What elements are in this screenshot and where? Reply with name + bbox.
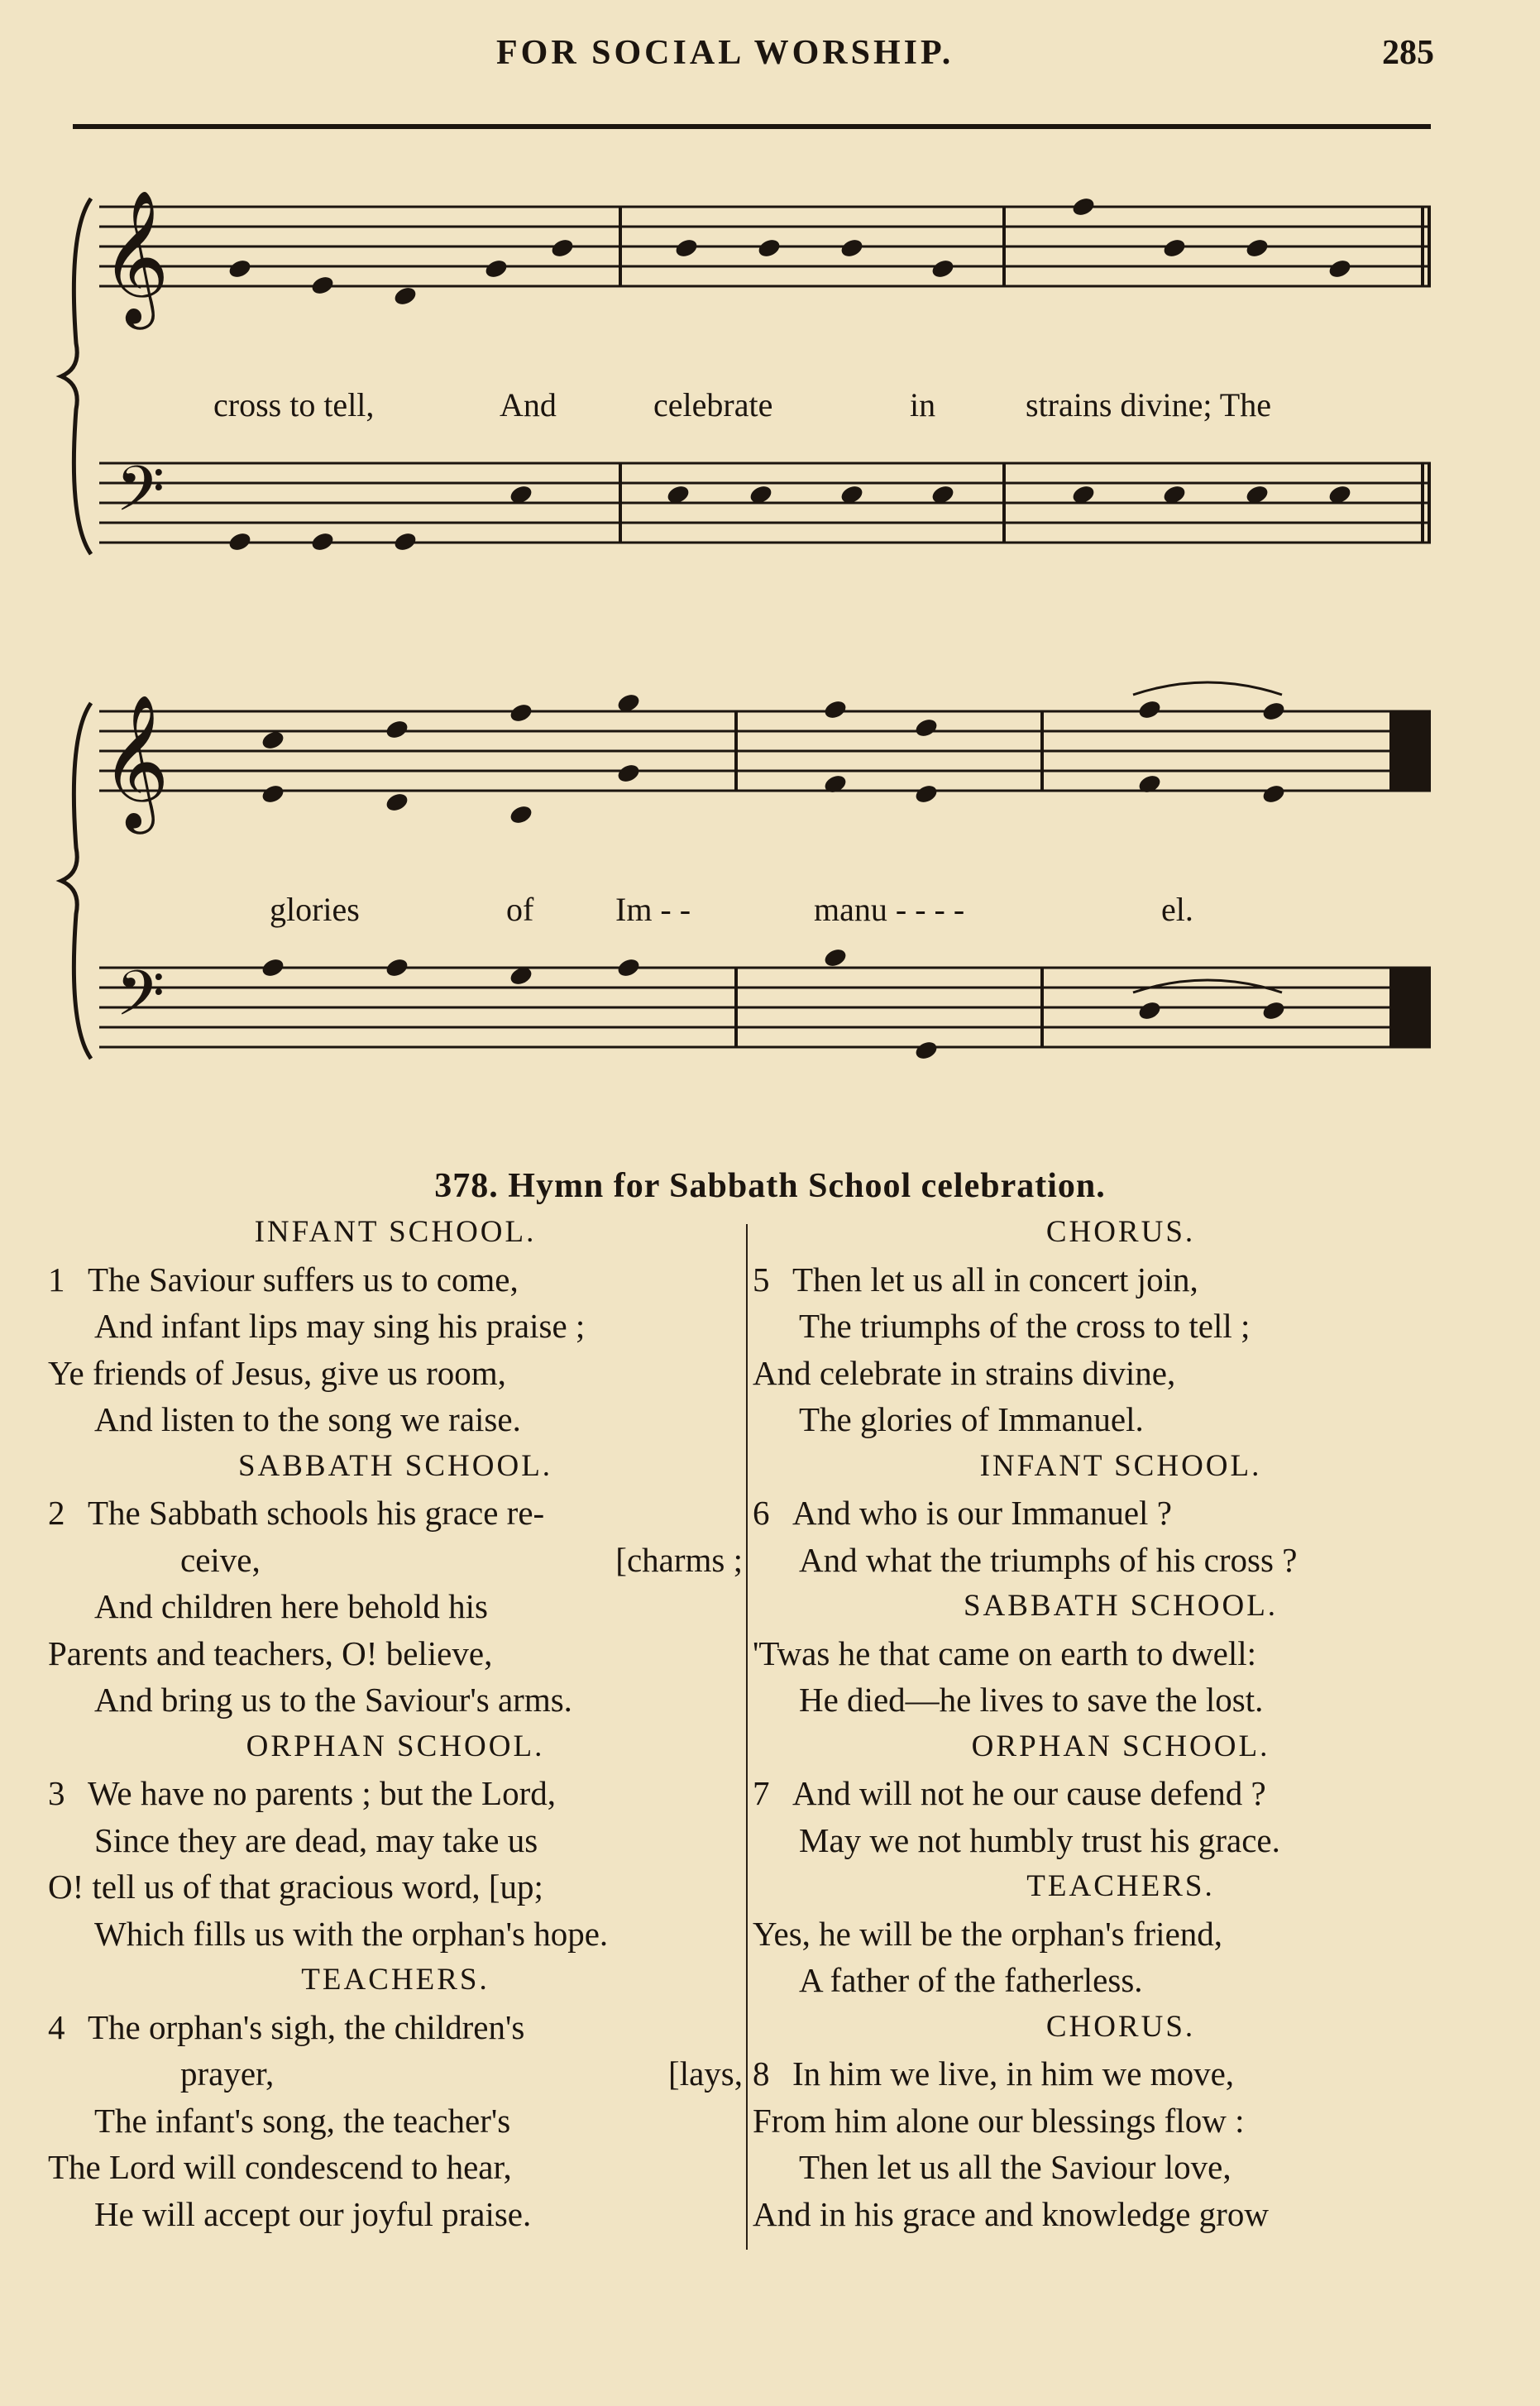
verse-line bbox=[753, 1350, 1489, 1397]
verse-text: And listen to the song we raise. bbox=[94, 1400, 521, 1438]
verse-number: 2 bbox=[48, 1494, 65, 1532]
verse-line bbox=[753, 2191, 1489, 2238]
left-text-column bbox=[48, 1209, 743, 2237]
verse-number: 1 bbox=[48, 1260, 65, 1299]
note-treble-1 bbox=[930, 257, 955, 280]
note-bass-2 bbox=[1136, 999, 1162, 1021]
verse-line bbox=[48, 1396, 743, 1443]
note-treble-2 bbox=[822, 773, 848, 795]
verse-text: 'Twas he that came on earth to dwell: bbox=[753, 1633, 1257, 1672]
verse-number: 8 bbox=[753, 2054, 770, 2093]
note-treble-1 bbox=[1161, 237, 1187, 259]
verse-text: prayer, bbox=[180, 2054, 275, 2093]
verse-text: The Saviour suffers us to come, bbox=[88, 1260, 519, 1299]
verse-line bbox=[753, 1957, 1489, 2004]
verse-text: May we not humbly trust his grace. bbox=[799, 1820, 1280, 1859]
note-treble-2 bbox=[1260, 782, 1286, 805]
verse-text: And infant lips may sing his praise ; bbox=[94, 1307, 586, 1345]
verse-text: Since they are dead, may take us bbox=[94, 1820, 538, 1859]
note-treble-1 bbox=[227, 257, 252, 280]
verse-line bbox=[753, 1396, 1489, 1443]
note-treble-1 bbox=[839, 237, 864, 259]
note-treble-2 bbox=[615, 762, 641, 784]
verse-line bbox=[48, 2144, 743, 2191]
section-header: TEACHERS. bbox=[301, 1963, 490, 1997]
verse-line bbox=[48, 1677, 743, 1724]
lyric-system1-b: And bbox=[500, 386, 557, 423]
verse-line bbox=[753, 1911, 1489, 1958]
section-header: INFANT SCHOOL. bbox=[254, 1215, 537, 1249]
note-bass-2 bbox=[615, 956, 641, 978]
note-treble-1 bbox=[483, 257, 509, 280]
brace-system-1 bbox=[61, 199, 91, 554]
note-treble-2 bbox=[384, 718, 409, 740]
verse-text: And what the triumphs of his cross ? bbox=[799, 1540, 1298, 1579]
verse-text: The Lord will condescend to hear, bbox=[48, 2148, 512, 2186]
lyric-system2-c: Im - - bbox=[615, 891, 691, 928]
note-treble-2 bbox=[1136, 698, 1162, 720]
section-header: TEACHERS. bbox=[1026, 1869, 1215, 1903]
lyric-system1-e: strains divine; The bbox=[1026, 386, 1271, 423]
turnover-text: [lays, bbox=[668, 2054, 743, 2093]
turnover-text: [charms ; bbox=[615, 1540, 743, 1579]
verse-text: O! tell us of that gracious word, [up; bbox=[48, 1868, 543, 1906]
section-header: ORPHAN SCHOOL. bbox=[971, 1729, 1270, 1763]
note-treble-2 bbox=[508, 701, 533, 724]
note-bass-2 bbox=[913, 1039, 939, 1061]
verse-line bbox=[48, 2004, 743, 2051]
note-bass-2 bbox=[384, 956, 409, 978]
verse-text: Then let us all in concert join, bbox=[792, 1260, 1198, 1299]
note-treble-1 bbox=[756, 237, 782, 259]
note-treble-2 bbox=[822, 698, 848, 720]
verse-line bbox=[753, 2097, 1489, 2145]
section-header: SABBATH SCHOOL. bbox=[963, 1589, 1279, 1623]
verse-number: 3 bbox=[48, 1774, 65, 1812]
verse-line bbox=[48, 1537, 743, 1584]
verse-line bbox=[48, 1350, 743, 1397]
lyric-system2-a: glories bbox=[270, 891, 360, 928]
slur-treble bbox=[1133, 682, 1282, 695]
note-bass-1 bbox=[392, 530, 418, 552]
column-divider bbox=[746, 1224, 748, 2250]
note-bass-1 bbox=[227, 530, 252, 552]
verse-text: And celebrate in strains divine, bbox=[753, 1353, 1176, 1392]
verse-text: In him we live, in him we move, bbox=[792, 2054, 1235, 2093]
note-treble-2 bbox=[913, 716, 939, 739]
verse-text: Parents and teachers, O! believe, bbox=[48, 1633, 493, 1672]
verse-line bbox=[753, 1256, 1489, 1303]
section-header: INFANT SCHOOL. bbox=[979, 1448, 1262, 1483]
bass-clef-icon: 𝄢 bbox=[116, 957, 165, 1045]
note-treble-2 bbox=[384, 791, 409, 813]
verse-text: Ye friends of Jesus, give us room, bbox=[48, 1353, 506, 1392]
verse-text: He will accept our joyful praise. bbox=[94, 2194, 532, 2233]
verse-line bbox=[753, 1490, 1489, 1537]
verse-text: The triumphs of the cross to tell ; bbox=[799, 1307, 1251, 1345]
section-header: CHORUS. bbox=[1045, 1215, 1196, 1249]
brace-system-2 bbox=[61, 703, 91, 1059]
verse-text: From him alone our blessings flow : bbox=[753, 2101, 1245, 2140]
verse-text: The orphan's sigh, the children's bbox=[88, 2007, 525, 2046]
lyric-system2-d: manu - - - - bbox=[814, 891, 965, 928]
verse-number: 5 bbox=[753, 1260, 770, 1299]
verse-line bbox=[753, 1303, 1489, 1350]
note-treble-1 bbox=[673, 237, 699, 259]
verse-line bbox=[753, 1770, 1489, 1817]
note-bass-2 bbox=[260, 956, 285, 978]
verse-line bbox=[753, 1537, 1489, 1584]
note-treble-1 bbox=[1327, 257, 1352, 280]
verse-text: And will not he our cause defend ? bbox=[792, 1774, 1266, 1812]
verse-line bbox=[753, 2050, 1489, 2097]
bass-clef-icon: 𝄢 bbox=[116, 452, 165, 541]
note-treble-2 bbox=[913, 782, 939, 805]
section-header: ORPHAN SCHOOL. bbox=[246, 1729, 545, 1763]
lyric-system2-e: el. bbox=[1161, 891, 1193, 928]
music-score bbox=[0, 0, 1540, 1125]
verse-number: 7 bbox=[753, 1774, 770, 1812]
note-treble-1 bbox=[392, 285, 418, 307]
verse-line bbox=[48, 1490, 743, 1537]
final-double-barline bbox=[1389, 711, 1431, 791]
verse-line bbox=[48, 2050, 743, 2097]
verse-text: Then let us all the Saviour love, bbox=[799, 2148, 1232, 2186]
verse-text: The infant's song, the teacher's bbox=[94, 2101, 511, 2140]
note-treble-1 bbox=[1070, 195, 1096, 218]
verse-line bbox=[48, 1911, 743, 1958]
hymn-title: 378. Hymn for Sabbath School celebration. bbox=[434, 1167, 1106, 1205]
verse-line bbox=[48, 1256, 743, 1303]
verse-number: 4 bbox=[48, 2007, 65, 2046]
verse-line bbox=[753, 1630, 1489, 1677]
verse-text: The Sabbath schools his grace re- bbox=[88, 1494, 545, 1532]
verse-text: The glories of Immanuel. bbox=[799, 1400, 1144, 1438]
lyric-system2-b: of bbox=[506, 891, 534, 928]
lyric-system1-d: in bbox=[910, 386, 936, 423]
verse-line bbox=[48, 1863, 743, 1911]
running-title: FOR SOCIAL WORSHIP. bbox=[496, 34, 954, 72]
note-treble-2 bbox=[1136, 773, 1162, 795]
verse-line bbox=[48, 1770, 743, 1817]
verse-line bbox=[753, 1677, 1489, 1724]
note-treble-1 bbox=[1244, 237, 1270, 259]
section-header: SABBATH SCHOOL. bbox=[237, 1448, 553, 1483]
verse-text: And who is our Immanuel ? bbox=[792, 1494, 1172, 1532]
lyric-system1-a: cross to tell, bbox=[213, 386, 375, 423]
verse-line bbox=[48, 1303, 743, 1350]
note-treble-2 bbox=[260, 782, 285, 805]
verse-text: We have no parents ; but the Lord, bbox=[88, 1774, 556, 1812]
verse-line bbox=[753, 1817, 1489, 1864]
verse-number: 6 bbox=[753, 1494, 770, 1532]
verse-line bbox=[48, 1630, 743, 1677]
note-treble-1 bbox=[309, 274, 335, 296]
verse-text: And children here behold his bbox=[94, 1587, 488, 1625]
right-text-column bbox=[753, 1209, 1489, 2237]
verse-text: ceive, bbox=[180, 1540, 261, 1579]
treble-clef-icon: 𝄞 bbox=[101, 189, 170, 324]
note-treble-1 bbox=[549, 237, 575, 259]
verse-text: Which fills us with the orphan's hope. bbox=[94, 1914, 609, 1953]
verse-text: And bring us to the Saviour's arms. bbox=[94, 1681, 572, 1719]
verse-line bbox=[48, 2097, 743, 2145]
note-treble-2 bbox=[508, 803, 533, 825]
section-header: CHORUS. bbox=[1045, 2009, 1196, 2044]
treble-clef-icon: 𝄞 bbox=[101, 694, 170, 829]
lyric-system1-c: celebrate bbox=[653, 386, 773, 423]
verse-text: A father of the fatherless. bbox=[799, 1961, 1143, 1999]
verse-line bbox=[48, 2191, 743, 2238]
verse-text: Yes, he will be the orphan's friend, bbox=[753, 1914, 1223, 1953]
verse-line bbox=[48, 1817, 743, 1864]
verse-text: And in his grace and knowledge grow bbox=[753, 2194, 1269, 2233]
verse-line bbox=[48, 1583, 743, 1630]
note-bass-1 bbox=[309, 530, 335, 552]
note-bass-2 bbox=[822, 946, 848, 969]
note-treble-2 bbox=[1260, 700, 1286, 722]
note-bass-2 bbox=[1260, 999, 1286, 1021]
page-number: 285 bbox=[1382, 34, 1434, 72]
final-double-barline bbox=[1389, 968, 1431, 1047]
verse-text: He died—he lives to save the lost. bbox=[799, 1681, 1264, 1719]
verse-line bbox=[753, 2144, 1489, 2191]
